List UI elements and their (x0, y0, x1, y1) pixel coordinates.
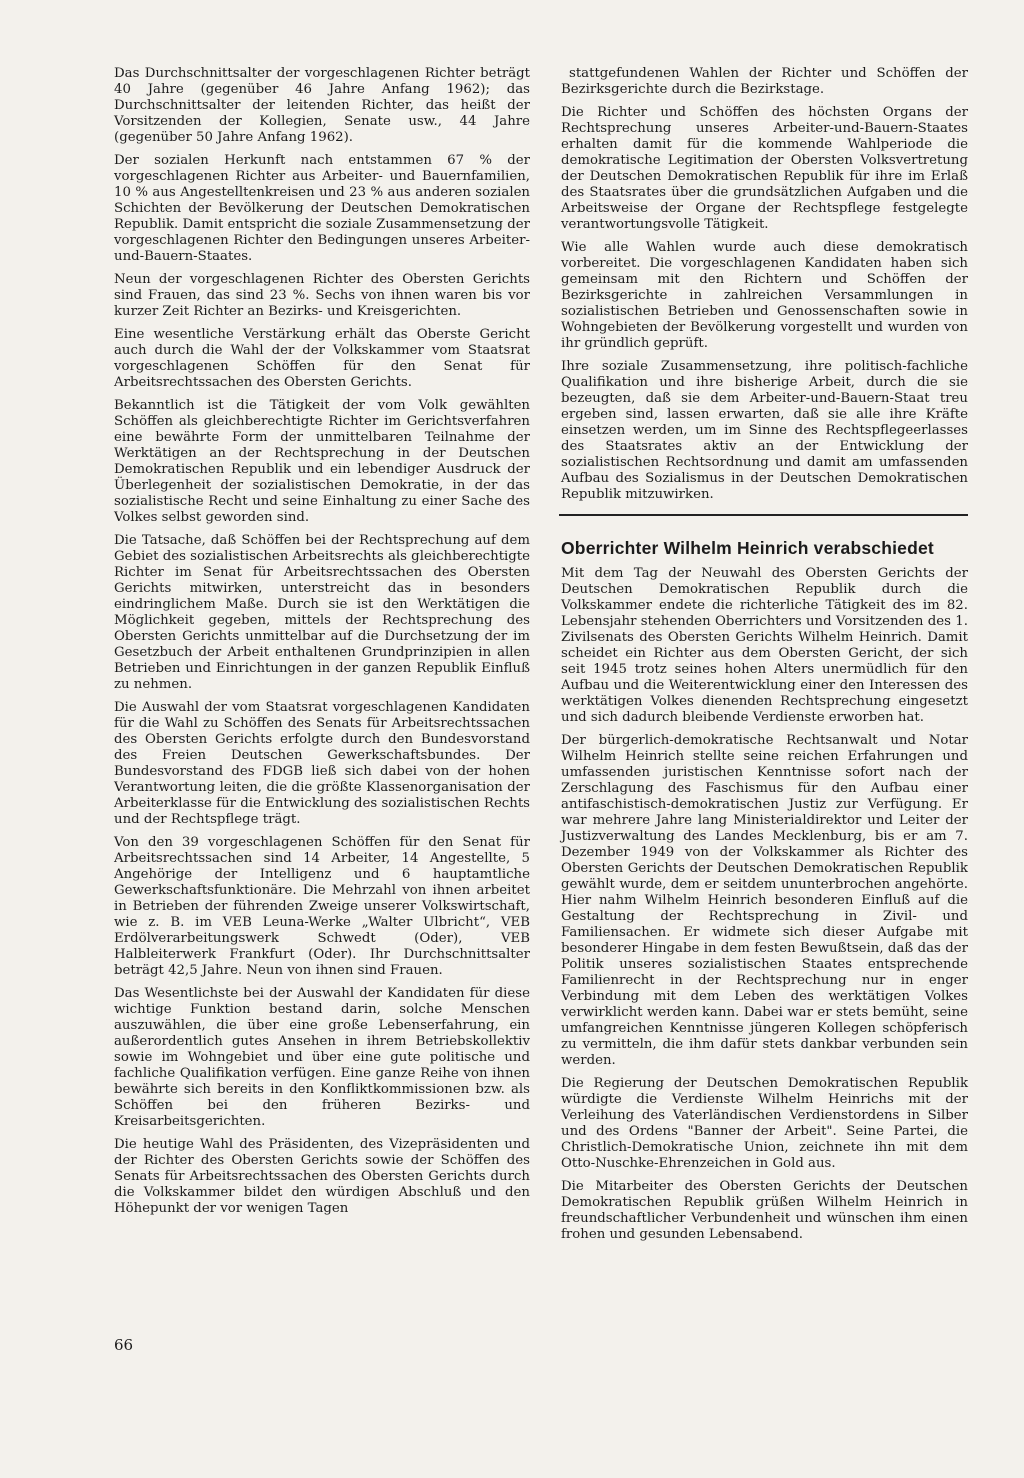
paragraph: Neun der vorgeschlagenen Richter des Obersten Gerichts sind Frauen, das sind 23 %. Sechs von ihnen waren bis vor kurzer Zeit Richter an Bezirks- und Kreisgerichten. (114, 272, 530, 319)
left-column (114, 66, 530, 1224)
paragraph: Das Wesentlichste bei der Auswahl der Kandidaten für diese wichtige Funktion bestand darin, solche Menschen auszuwählen, die über eine große Lebenserfahrung, ein außerordentlich gutes Ansehen in ihrem Betriebskollektiv sowie im Wohngebiet und über eine gute politische und fachliche Qualifikation verfügen. Eine ganze Reihe von ihnen bewährte sich bereits in den Konfliktkommissionen bzw. als Schöffen bei den früheren Bezirks- und Kreisarbeitsgerichten. (114, 986, 530, 1129)
paragraph: Der sozialen Herkunft nach entstammen 67 % der vorgeschlagenen Richter aus Arbeiter- und Bauernfamilien, 10 % aus Angestelltenkreisen und 23 % aus anderen sozialen Schichten der Bevölkerung der Deutschen Demokratischen Republik. Damit entspricht die soziale Zusammensetzung der vorgeschlagenen Richter den Bedingungen unseres Arbeiter-und-Bauern-Staates. (114, 153, 530, 264)
paragraph: Ihre soziale Zusammensetzung, ihre politisch-fachliche Qualifikation und ihre bisherige Arbeit, durch die sie bezeugten, daß sie dem Arbeiter-und-Bauern-Staat treu ergeben sind, lassen erwarten, daß sie alle ihre Kräfte einsetzen werden, um im Sinne des Rechtspflegeerlasses des Staatsrates aktiv an der Entwicklung der sozialistischen Rechtsordnung und damit am umfassenden Aufbau des Sozialismus in der Deutschen Demokratischen Republik mitzuwirken. (561, 359, 968, 502)
paragraph: Mit dem Tag der Neuwahl des Obersten Gerichts der Deutschen Demokratischen Republik durch die Volkskammer endete die richterliche Tätigkeit des im 82. Lebensjahr stehenden Oberrichters und Vorsitzenden des 1. Zivilsenats des Obersten Gerichts Wilhelm Heinrich. Damit scheidet ein Richter aus dem Obersten Gericht, der sich seit 1945 trotz seines hohen Alters unermüdlich für den Aufbau und die Weiterentwicklung einer den Interessen des werktätigen Volkes dienenden Rechtsprechung eingesetzt und sich dadurch bleibende Verdienste erworben hat. (561, 566, 968, 725)
paragraph: Die Tatsache, daß Schöffen bei der Rechtsprechung auf dem Gebiet des sozialistischen Arbeitsrechts als gleichberechtigte Richter im Senat für Arbeitsrechtssachen des Obersten Gerichts mitwirken, unterstreicht das in besonders eindringlichem Maße. Durch sie ist den Werktätigen die Möglichkeit gegeben, mittels der Rechtsprechung des Obersten Gerichts unmittelbar auf die Durchsetzung der im Gesetzbuch der Arbeit enthaltenen Grundprinzipien in allen Betrieben und Einrichtungen in der ganzen Republik Einfluß zu nehmen. (114, 533, 531, 692)
page-number: 66 (114, 1336, 134, 1354)
paragraph: Die Auswahl der vom Staatsrat vorgeschlagenen Kandidaten für die Wahl zu Schöffen des Senats für Arbeitsrechtssachen des Obersten Gerichts erfolgte durch den Bundesvorstand des Freien Deutschen Gewerkschaftsbundes. Der Bundesvorstand des FDGB ließ sich dabei von der hohen Verantwortung leiten, die die größte Klassenorganisation der Arbeiterklasse für die Entwicklung des sozialistischen Rechts und der Rechtspflege trägt. (114, 700, 530, 827)
paragraph: Die Richter und Schöffen des höchsten Organs der Rechtsprechung unseres Arbeiter-und-Bauern-Staates erhalten damit für die kommende Wahlperiode die demokratische Legitimation der Obersten Volksvertretung der Deutschen Demokratischen Republik für ihre im Erlaß des Staatsrates über die grundsätzlichen Aufgaben und die Arbeitsweise der Organe der Rechtspflege festgelegte verantwortungsvolle Tätigkeit. (561, 105, 968, 232)
paragraph: Die heutige Wahl des Präsidenten, des Vizepräsidenten und der Richter des Obersten Gerichts sowie der Schöffen des Senats für Arbeitsrechtssachen des Obersten Gerichts durch die Volkskammer bildet den würdigen Abschluß und den Höhepunkt der vor wenigen Tagen (114, 1137, 530, 1216)
paragraph: Wie alle Wahlen wurde auch diese demokratisch vorbereitet. Die vorgeschlagenen Kandidaten haben sich gemeinsam mit den Richtern und Schöffen der Bezirksgerichte in zahlreichen Versammlungen in sozialistischen Betrieben und Genossenschaften sowie in Wohngebieten der Bevölkerung vorgestellt und wurden von ihr gründlich geprüft. (561, 240, 968, 351)
article (561, 538, 968, 1243)
paragraph: Der bürgerlich-demokratische Rechtsanwalt und Notar Wilhelm Heinrich stellte seine reichen Erfahrungen und umfassenden juristischen Kenntnisse sofort nach der Zerschlagung des Faschismus für den Aufbau einer antifaschistisch-demokratischen Justiz zur Verfügung. Er war mehrere Jahre lang Ministerialdirektor und Leiter der Justizverwaltung des Landes Mecklenburg, bis er am 7. Dezember 1949 von der Volkskammer als Richter des Obersten Gerichts der Deutschen Demokratischen Republik gewählt wurde, dem er seitdem ununterbrochen angehörte. Hier nahm Wilhelm Heinrich besonderen Einfluß auf die Gestaltung der Rechtsprechung in Zivil- und Familiensachen. Er widmete sich dieser Aufgabe mit besonderer Hingabe in dem festen Bewußtsein, daß das der Politik unseres sozialistischen Staates entsprechende Familienrecht in der Rechtsprechung nur in enger Verbindung mit dem Leben des werktätigen Volkes verwirklicht werden kann. Dabei war er stets bemüht, seine umfangreichen Kenntnisse jüngeren Kollegen schöpferisch zu vermitteln, die ihm dafür stets dankbar verbunden sein werden. (561, 733, 968, 1068)
section-divider (559, 514, 968, 516)
right-column (561, 66, 968, 1250)
paragraph: Die Mitarbeiter des Obersten Gerichts der Deutschen Demokratischen Republik grüßen Wilhelm Heinrich in freundschaftlicher Verbundenheit und wünschen ihm einen frohen und gesunden Lebensabend. (561, 1179, 968, 1242)
paragraph: Von den 39 vorgeschlagenen Schöffen für den Senat für Arbeitsrechtssachen sind 14 Arbeiter, 14 Angestellte, 5 Angehörige der Intelligenz und 6 hauptamtliche Gewerkschaftsfunktionäre. Die Mehrzahl von ihnen arbeitet in Betrieben der führenden Zweige unserer Volkswirtschaft, wie z. B. im VEB Leuna-Werke „Walter Ulbricht“, VEB Erdölverarbeitungswerk Schwedt (Oder), VEB Halbleiterwerk Frankfurt (Oder). Ihr Durchschnittsalter beträgt 42,5 Jahre. Neun von ihnen sind Frauen. (114, 835, 530, 978)
article-heading: Oberrichter Wilhelm Heinrich verabschiedet (561, 538, 934, 558)
paragraph: Eine wesentliche Verstärkung erhält das Oberste Gericht auch durch die Wahl der der Volkskammer vom Staatsrat vorgeschlagenen Schöffen für den Senat für Arbeitsrechtssachen des Obersten Gerichts. (114, 327, 530, 390)
paragraph: stattgefundenen Wahlen der Richter und Schöffen der Bezirksgerichte durch die Bezirkstage. (561, 66, 968, 97)
paragraph: Bekanntlich ist die Tätigkeit der vom Volk gewählten Schöffen als gleichberechtigte Richter im Gerichtsverfahren eine bewährte Form der unmittelbaren Teilnahme der Werktätigen an der Rechtsprechung in der Deutschen Demokratischen Republik und ein lebendiger Ausdruck der Überlegenheit der sozialistischen Demokratie, in der das sozialistische Recht und seine Einhaltung zu einer Sache des Volkes selbst geworden sind. (114, 398, 530, 525)
paragraph: Das Durchschnittsalter der vorgeschlagenen Richter beträgt 40 Jahre (gegenüber 46 Jahre Anfang 1962); das Durchschnittsalter der leitenden Richter, das heißt der Vorsitzenden der Kollegien, Senate usw., 44 Jahre (gegenüber 50 Jahre Anfang 1962). (114, 66, 530, 145)
paragraph: Die Regierung der Deutschen Demokratischen Republik würdigte die Verdienste Wilhelm Heinrichs mit der Verleihung des Vaterländischen Verdienstordens in Silber und des Ordens "Banner der Arbeit". Seine Partei, die Christlich-Demokratische Union, zeichnete ihn mit dem Otto-Nuschke-Ehrenzeichen in Gold aus. (561, 1076, 968, 1171)
